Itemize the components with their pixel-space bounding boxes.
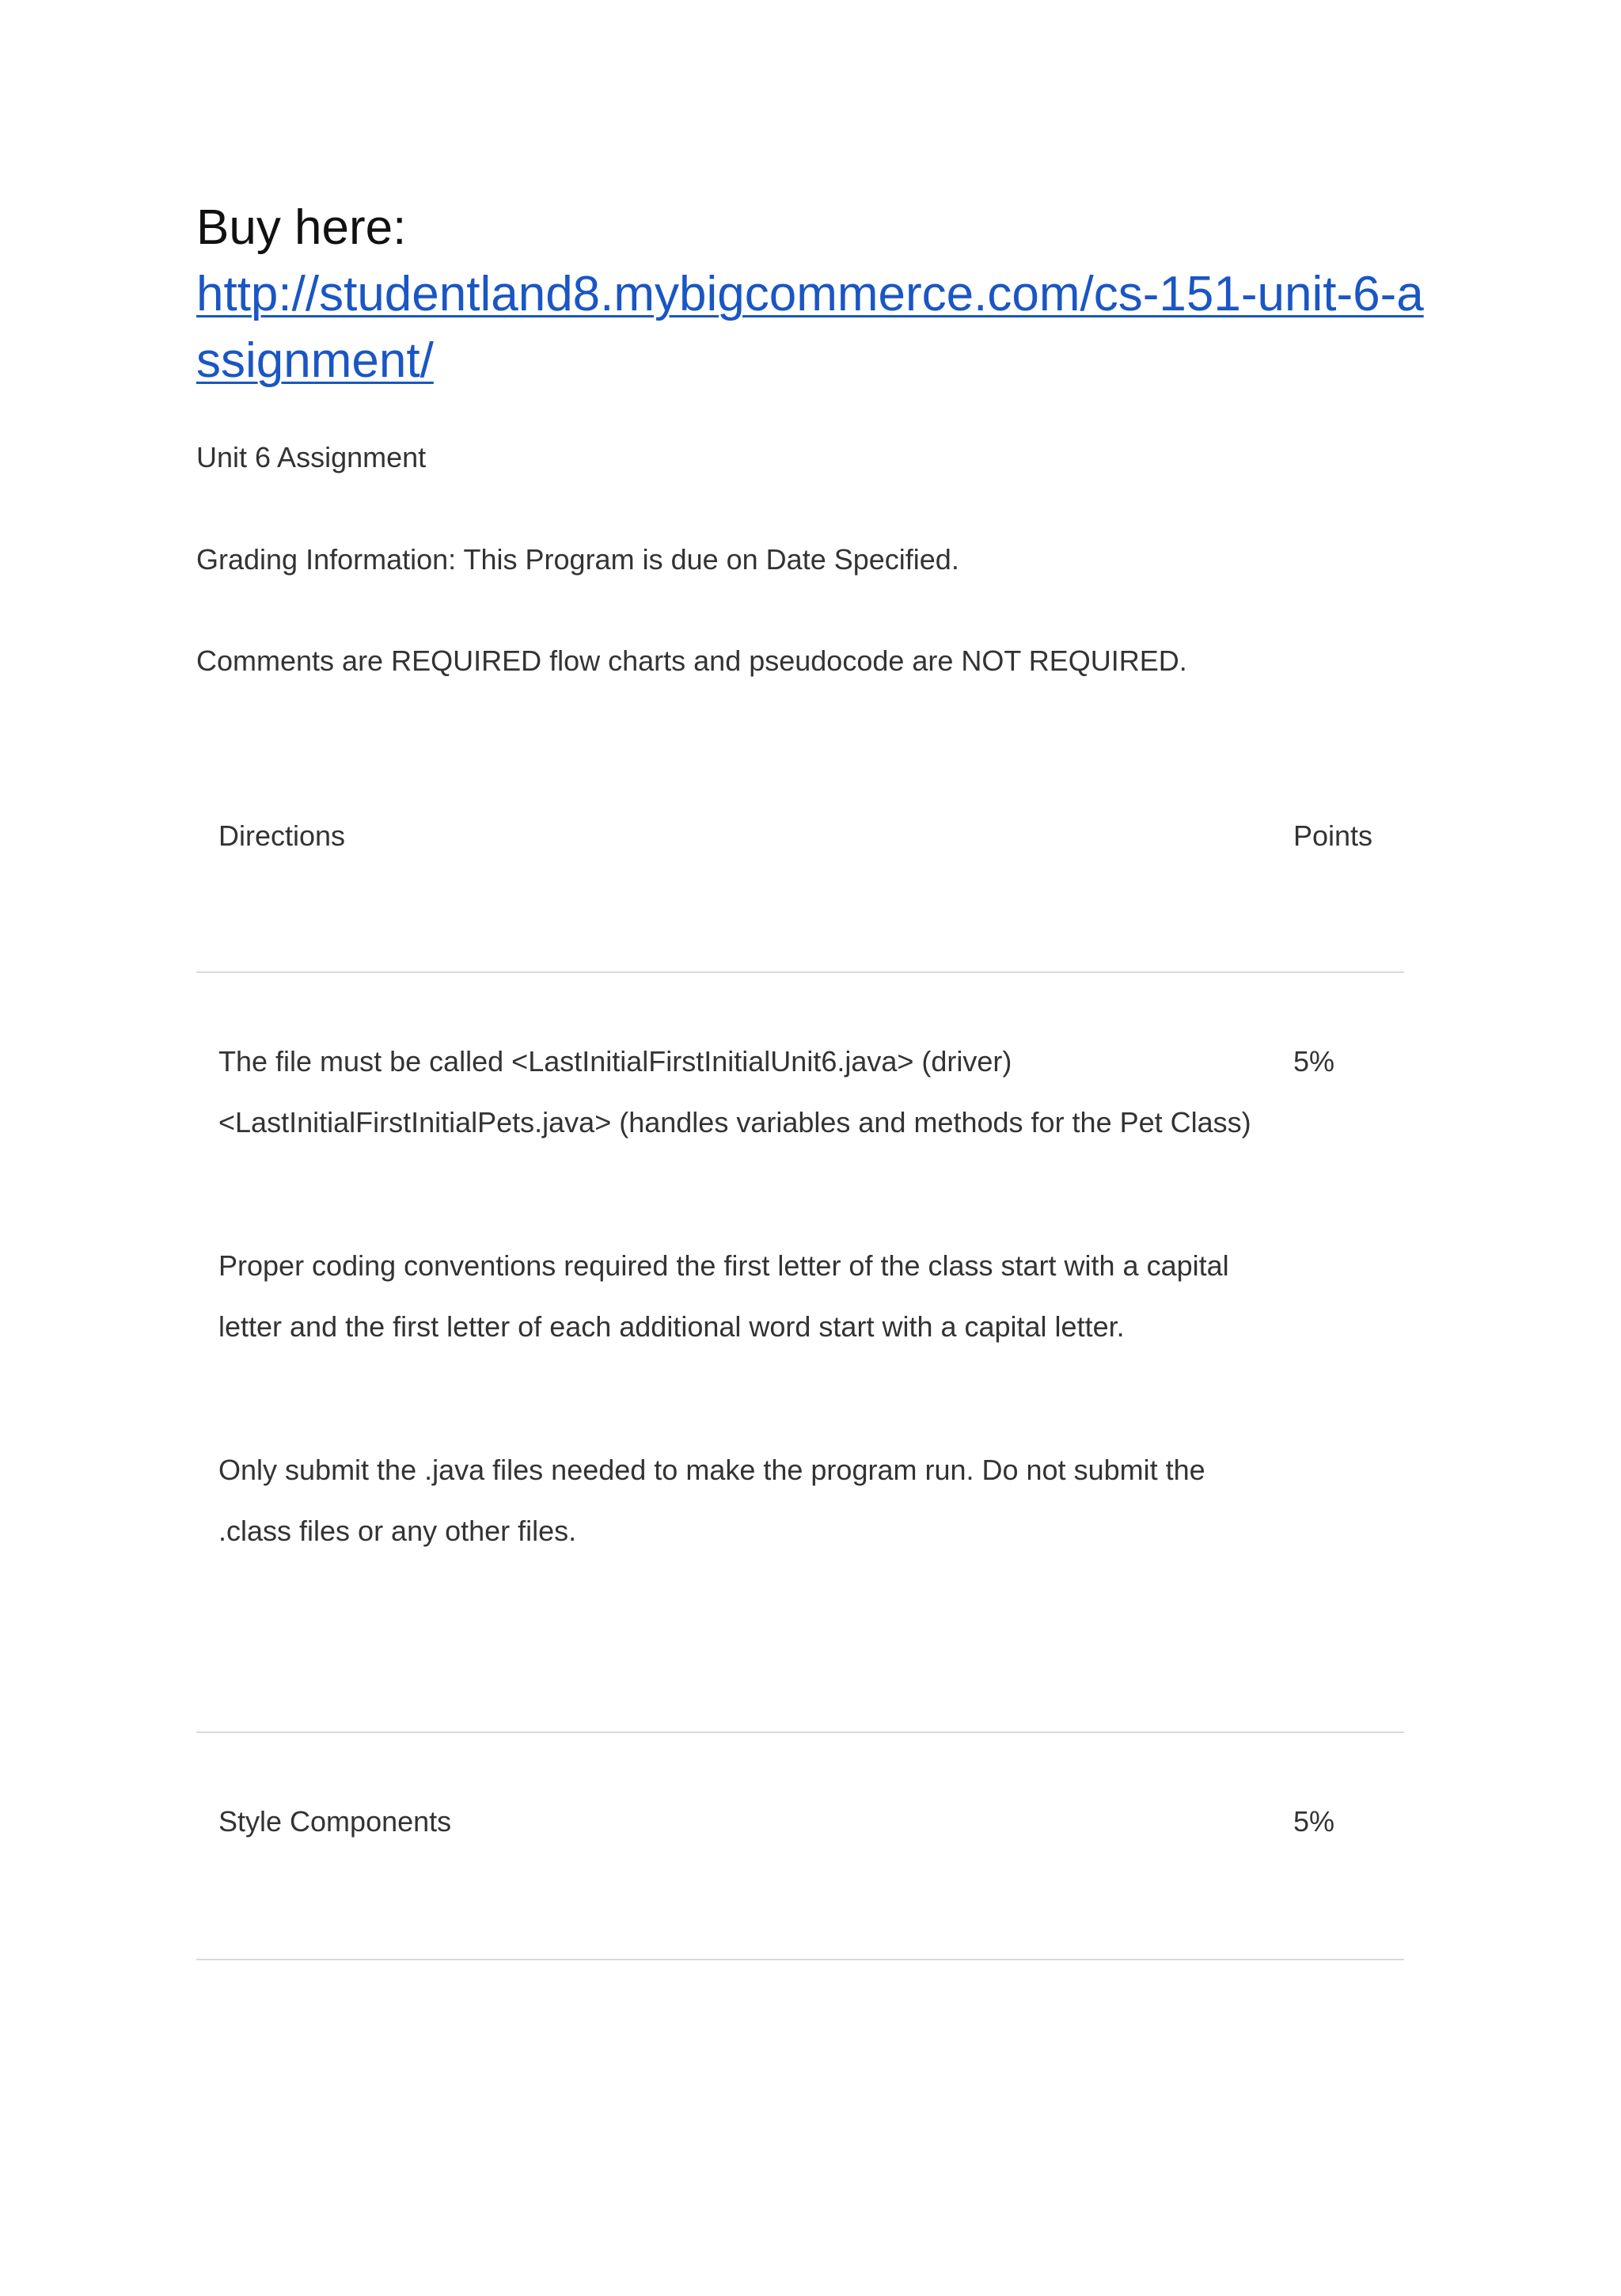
style-components-label: Style Components <box>218 1805 452 1838</box>
buy-here-label: Buy here: <box>196 200 407 255</box>
table-header-row <box>196 760 1404 973</box>
coding-conventions-paragraph: Proper coding conventions required the first letter of the class start with a capital letter and the first letter of each additional word start with a capital letter. <box>218 1249 1229 1343</box>
points-cell: 5% <box>1293 1045 1335 1078</box>
points-cell: 5% <box>1293 1805 1335 1838</box>
directions-cell <box>218 1031 1263 1561</box>
grading-table <box>196 760 1404 1960</box>
assignment-title: Unit 6 Assignment <box>196 441 427 473</box>
submission-paragraph: Only submit the .java files needed to make the program run. Do not submit the .class files or any other files. <box>218 1454 1205 1547</box>
directions-cell <box>218 1791 1263 1852</box>
directions-header: Directions <box>218 819 346 852</box>
comments-requirement: Comments are REQUIRED flow charts and pseudocode are NOT REQUIRED. <box>196 644 1187 677</box>
purchase-link[interactable]: http://studentland8.mybigcommerce.com/cs-151-unit-6-assignment/ <box>196 267 1424 388</box>
table-row <box>196 1733 1404 1960</box>
file-naming-paragraph: The file must be called <LastInitialFirstInitialUnit6.java> (driver) <LastInitialFirstInitialPets.java> (handles variables and methods for the Pet Class) <box>218 1045 1251 1138</box>
table-row <box>196 973 1404 1733</box>
grading-information: Grading Information: This Program is due on Date Specified. <box>196 543 959 576</box>
purchase-heading <box>196 195 1431 394</box>
points-header: Points <box>1293 819 1373 852</box>
